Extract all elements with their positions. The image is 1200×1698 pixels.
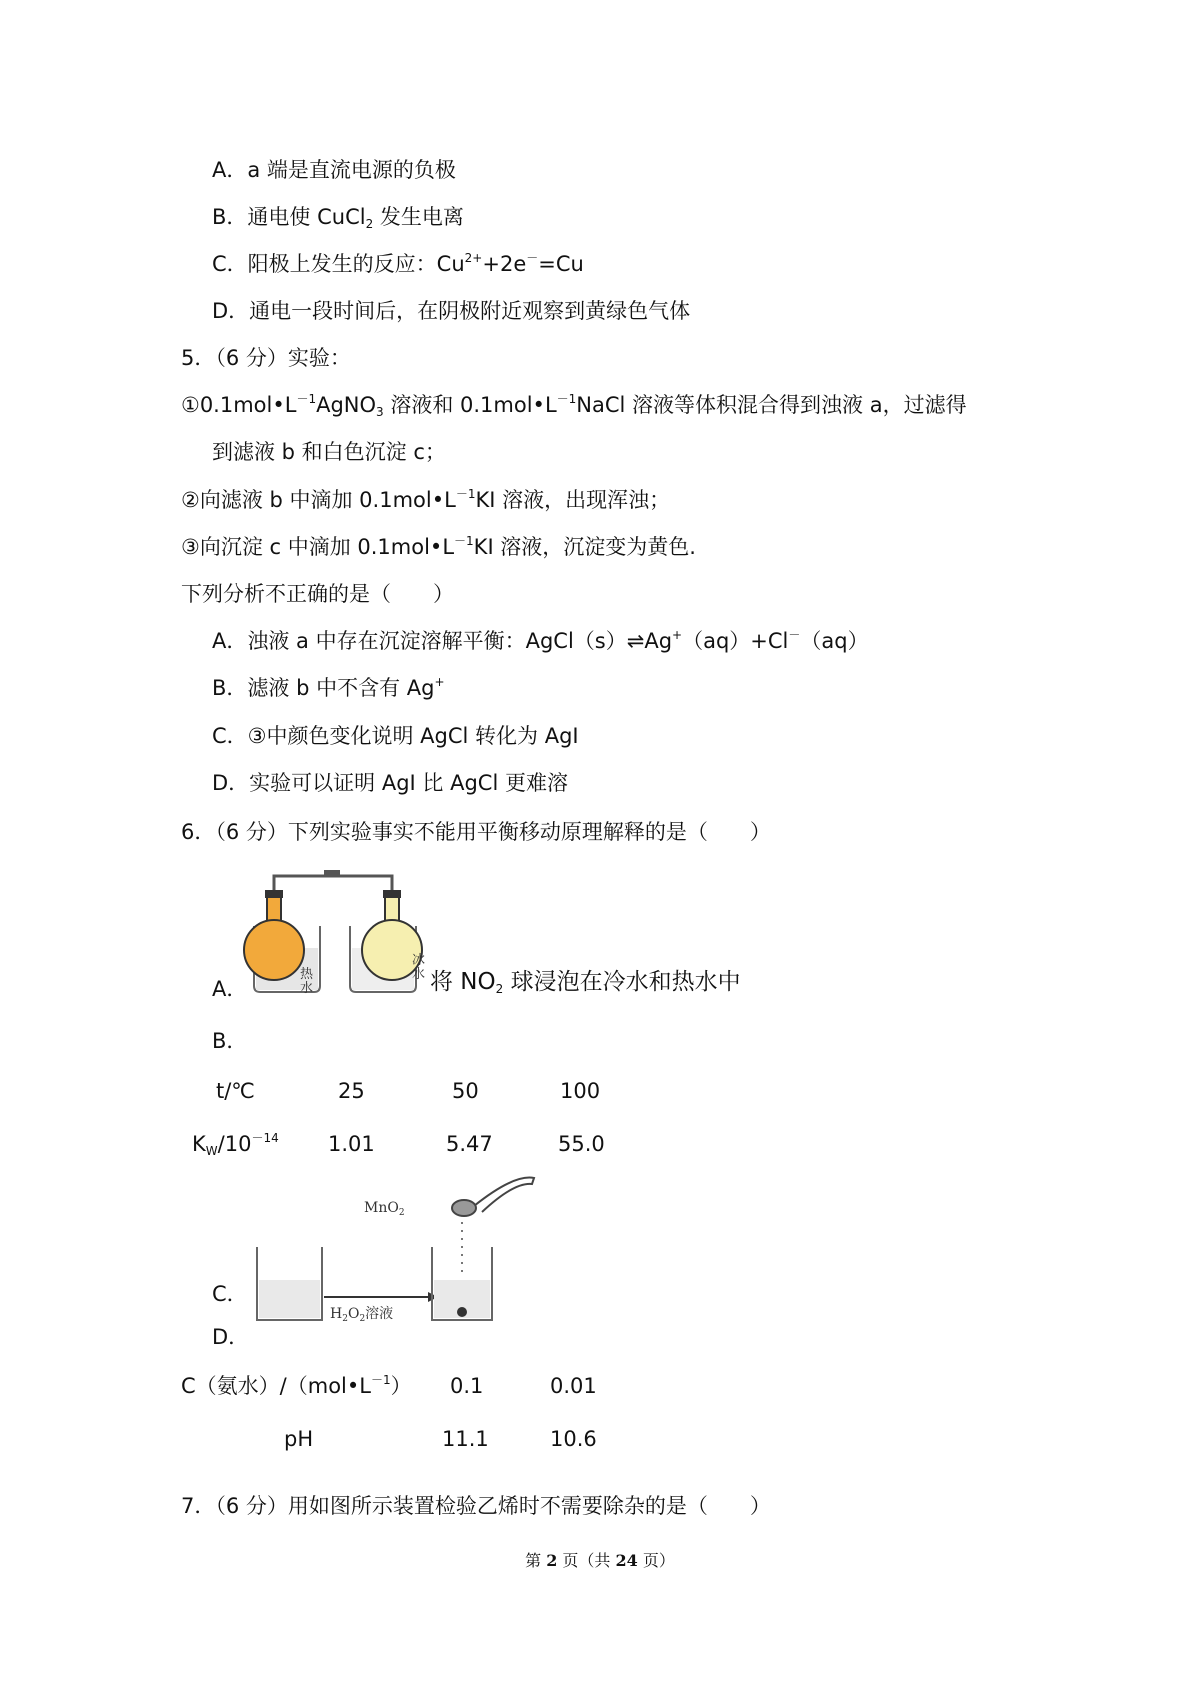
table-b-cell: 100 xyxy=(560,1079,601,1103)
q5-step2 xyxy=(181,486,670,514)
option-label: B． xyxy=(212,676,248,700)
text-part: KI 溶液，出现浑浊； xyxy=(475,488,671,512)
no2-flask-figure xyxy=(252,868,427,994)
option-text: 通电一段时间后，在阴极附近观察到黄绿色气体 xyxy=(249,299,691,323)
q6-heading: 6．（6 分）下列实验事实不能用平衡移动原理解释的是（ ） xyxy=(181,820,771,844)
q5-option-c xyxy=(212,722,579,750)
total-pages: 24 xyxy=(615,1551,638,1570)
subscript: 2 xyxy=(495,982,504,996)
h2o2-mno2-figure xyxy=(252,1172,532,1332)
hot-water-label-2: 水 xyxy=(300,981,314,996)
option-text: ③中颜色变化说明 AgCl 转化为 AgI xyxy=(247,724,579,748)
right-stopper xyxy=(383,890,401,898)
table-d-cell: 0.01 xyxy=(550,1374,597,1398)
text-part: ③向沉淀 c 中滴加 0.1mol•L xyxy=(181,535,455,559)
table-d-cell: 10.6 xyxy=(550,1427,597,1451)
table-d-cell: 11.1 xyxy=(442,1427,489,1451)
q6-option-a-text xyxy=(430,968,741,996)
hot-water-label-1: 热 xyxy=(300,967,314,982)
table-d-header-conc xyxy=(181,1372,412,1400)
text-part: 页（共 xyxy=(557,1551,616,1570)
text-part: 浊液 a 中存在沉淀溶解平衡：AgCl（s）⇌Ag xyxy=(247,629,673,653)
subscript: W xyxy=(205,1144,218,1158)
text-part: 发生电离 xyxy=(373,205,464,229)
table-b-cell: 1.01 xyxy=(328,1132,375,1156)
q5-option-b xyxy=(212,674,445,702)
superscript: －14 xyxy=(251,1131,279,1145)
text-part: 通电使 CuCl xyxy=(247,205,366,229)
left-stopper xyxy=(265,890,283,898)
text-part: KI 溶液，沉淀变为黄色. xyxy=(473,535,696,559)
spoon xyxy=(474,1178,534,1212)
q5-step1-continued: 到滤液 b 和白色沉淀 c； xyxy=(212,440,446,464)
superscript: － xyxy=(788,628,801,642)
page-number: 2 xyxy=(546,1551,558,1570)
superscript: －1 xyxy=(455,487,476,501)
table-b-cell: 5.47 xyxy=(446,1132,493,1156)
option-label: D． xyxy=(212,771,250,795)
text-part: （aq）+Cl xyxy=(682,629,789,653)
superscript: + xyxy=(434,675,445,689)
q6-option-b-label: B． xyxy=(212,1029,248,1053)
left-flask-neck xyxy=(267,894,281,922)
option-label: D． xyxy=(212,299,250,323)
stopcock xyxy=(324,870,340,876)
q5-question: 下列分析不正确的是（ ） xyxy=(181,582,454,606)
table-b-header-kw xyxy=(192,1130,279,1158)
superscript: 2+ xyxy=(464,251,483,265)
text-part: 溶液和 0.1mol•L xyxy=(383,393,557,417)
text-part: ） xyxy=(390,1374,412,1398)
q5-option-a xyxy=(212,627,869,655)
option-label: A． xyxy=(212,629,248,653)
superscript: －1 xyxy=(296,392,317,406)
left-liquid xyxy=(259,1280,320,1318)
table-d-cell: 0.1 xyxy=(450,1374,484,1398)
text-part: NaCl 溶液等体积混合得到浊液 a，过滤得 xyxy=(576,393,967,417)
right-flask-neck xyxy=(385,894,399,922)
q4-option-d xyxy=(212,297,690,325)
q5-heading: 5．（6 分）实验： xyxy=(181,346,351,370)
q5-step1 xyxy=(181,391,967,419)
text-part: C（氨水）/（mol•L xyxy=(181,1374,371,1398)
spoon-bowl xyxy=(452,1200,476,1216)
ice-water-label-2: 水 xyxy=(412,967,426,982)
table-b-cell: 25 xyxy=(338,1079,365,1103)
superscript: － xyxy=(526,251,539,265)
text-part: ②向滤液 b 中滴加 0.1mol•L xyxy=(181,488,456,512)
q5-step3 xyxy=(181,533,696,561)
option-text: a 端是直流电源的负极 xyxy=(247,158,456,182)
superscript: －1 xyxy=(556,392,577,406)
q4-option-b xyxy=(212,203,464,231)
text-part: （aq） xyxy=(800,629,869,653)
text-part: 页） xyxy=(637,1551,675,1570)
q6-option-d-label: D． xyxy=(212,1325,250,1349)
text-part: 阳极上发生的反应：Cu xyxy=(247,252,465,276)
table-d-header-ph: pH xyxy=(284,1427,314,1451)
q6-option-a-label: A． xyxy=(212,977,248,1001)
text-part: ①0.1mol•L xyxy=(181,393,297,417)
text-part: 第 xyxy=(525,1551,547,1570)
superscript: －1 xyxy=(454,534,474,548)
option-label: C． xyxy=(212,252,248,276)
text-part: =Cu xyxy=(538,252,584,276)
text-part: 将 NO xyxy=(430,969,496,995)
h2o2-label: $H_2O_2$溶液 xyxy=(330,1306,394,1324)
mno2-label: MnO$_2$ xyxy=(364,1200,405,1218)
precipitate xyxy=(457,1307,467,1317)
connecting-tube xyxy=(274,876,392,898)
subscript: 3 xyxy=(376,405,384,419)
table-b-header-temp: t/℃ xyxy=(216,1079,255,1103)
text-part: +2e xyxy=(482,252,527,276)
option-label: C． xyxy=(212,724,248,748)
page-footer xyxy=(0,1548,1200,1571)
option-text: 实验可以证明 AgI 比 AgCl 更难溶 xyxy=(249,771,568,795)
text-part: 球浸泡在冷水和热水中 xyxy=(503,969,741,995)
table-b-cell: 50 xyxy=(452,1079,479,1103)
text-part: AgNO xyxy=(316,393,377,417)
ice-water-label-1: 冰 xyxy=(412,953,426,968)
option-label: B． xyxy=(212,205,248,229)
text-part: K xyxy=(192,1132,206,1156)
subscript: 2 xyxy=(365,217,374,231)
text-part: /10 xyxy=(217,1132,252,1156)
text-part: 滤液 b 中不含有 Ag xyxy=(247,676,435,700)
left-flask-bulb xyxy=(244,920,304,980)
q4-option-a xyxy=(212,156,456,184)
q5-option-d xyxy=(212,769,568,797)
option-label: A． xyxy=(212,158,248,182)
superscript: + xyxy=(672,628,683,642)
q7-heading: 7．（6 分）用如图所示装置检验乙烯时不需要除杂的是（ ） xyxy=(181,1494,771,1518)
q4-option-c xyxy=(212,250,584,278)
table-b-cell: 55.0 xyxy=(558,1132,605,1156)
q6-option-c-label: C． xyxy=(212,1282,248,1306)
superscript: －1 xyxy=(370,1373,391,1387)
